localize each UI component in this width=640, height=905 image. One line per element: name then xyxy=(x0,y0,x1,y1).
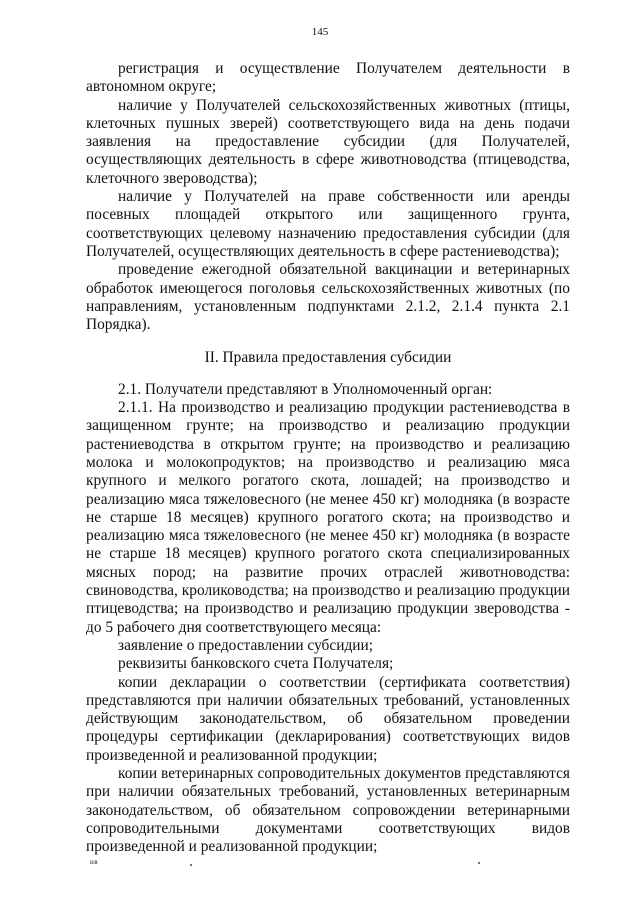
section-heading: II. Правила предоставления субсидии xyxy=(204,349,452,367)
list-item-declaration-copies: копии декларации о соответствии (сертификата соответствия) представляются при наличии обязательных требований, установленных действующим законодательством, об обязательном проведении процедуры сертификации (декларирования) соответствующих видов произведенной и реализованной продукции; xyxy=(86,673,570,764)
paragraph-vaccination: проведение ежегодной обязательной вакцинации и ветеринарных обработок имеющегося поголовья сельскохозяйственных животных (по направлениям, установленным подпунктами 2.1.2, 2.1.4 пункта 2.1 Порядка). xyxy=(86,261,570,334)
list-item-bank-details: реквизиты банковского счета Получателя; xyxy=(118,655,394,673)
paragraph-crop-areas: наличие у Получателей на праве собственности или аренды посевных площадей открытого или защищенного грунта, соответствующих целевому назначению предоставления субсидии (для Получателей, осуществляющих деятельность в сфере растениеводства); xyxy=(86,188,570,260)
page-number: 145 xyxy=(311,26,329,38)
list-item-veterinary-documents: копии ветеринарных сопроводительных документов представляются при наличии обязательных требований, установленных ветеринарным законодательством, об обязательном сопровождении ветеринарными сопроводительными документами соответствующих видов произведенной и реализованной продукции; xyxy=(86,764,570,856)
paragraph-registration: регистрация и осуществление Получателем деятельности в автономном округе; xyxy=(86,60,570,96)
list-item-application: заявление о предоставлении субсидии; xyxy=(118,636,374,654)
paragraph-2-1-1: 2.1.1. На производство и реализацию продукции растениеводства в защищенном грунте; на производство и реализацию продукции растениеводства в открытом грунте; на производство и реализацию молока и молокопродуктов; на производство и реализацию мяса крупного и мелкого рогатого скота, лошадей; на производство и реализацию мяса тяжеловесного (не менее 450 кг) молодняка (в возрасте не старше 18 месяцев) крупного рогатого скота; на производство и реализацию мяса тяжеловесного (не менее 450 кг) молодняка (в возрасте не старше 18 месяцев) крупного рогатого скота специализированных мясных пород; на развитие прочих отраслей животноводства: свиноводства, кролиководства; на производство и реализацию продукции птицеводства; на производство и реализацию продукции звероводства - до 5 рабочего дня соответствующего месяца: xyxy=(86,399,570,636)
document-body xyxy=(86,60,570,856)
footer-mark: нв xyxy=(90,858,99,866)
paragraph-2-1: 2.1. Получатели представляют в Уполномоченный орган: xyxy=(118,380,493,398)
scan-speck xyxy=(190,864,192,866)
paragraph-livestock: наличие у Получателей сельскохозяйственных животных (птицы, клеточных пушных зверей) соответствующего вида на день подачи заявления на предоставление субсидии (для Получателей, осуществляющих деятельность в сфере животноводства (птицеводства, клеточного звероводства); xyxy=(86,96,570,187)
scan-speck xyxy=(478,862,480,864)
